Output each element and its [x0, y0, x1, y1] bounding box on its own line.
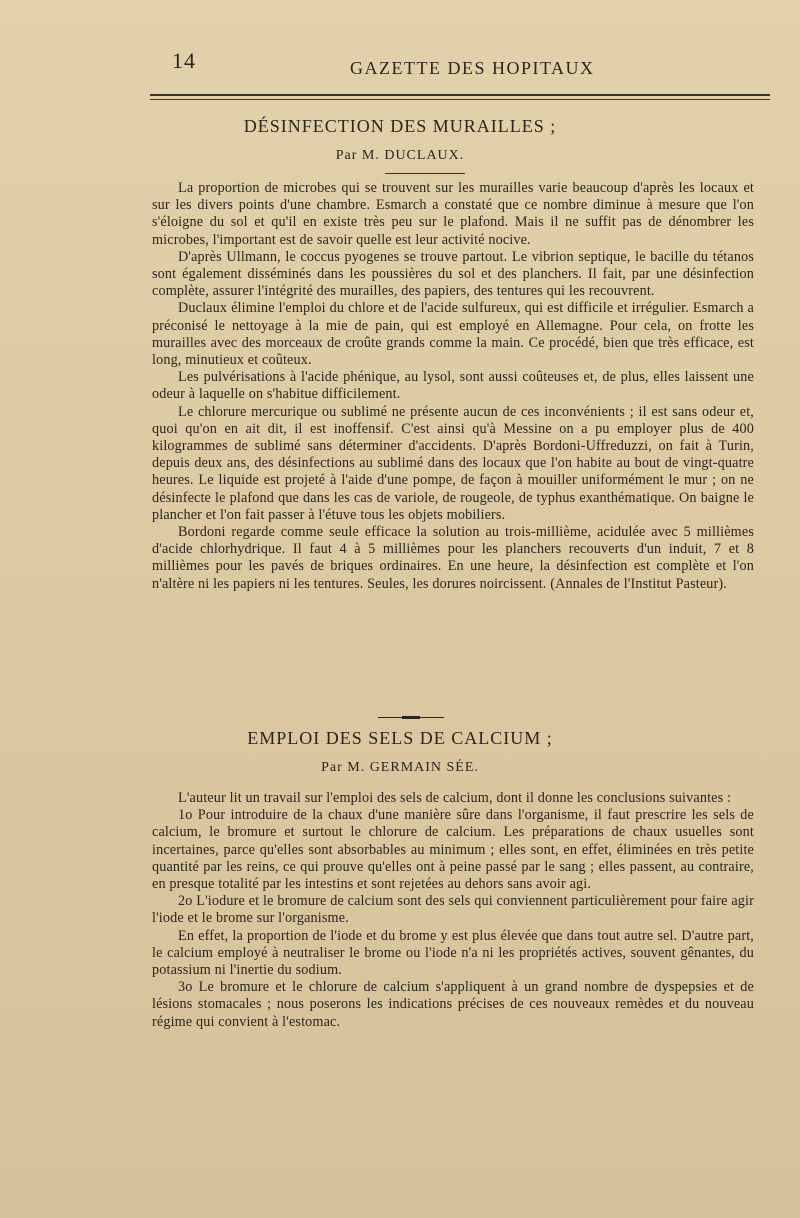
article-1-body [152, 180, 754, 593]
article-2-paragraph-4: En effet, la proportion de l'iode et du brome y est plus élevée que dans tout autre sel. D'autre part, le calcium employé à neutraliser le brome ou l'iode n'a ni les propriétés actives, souvent gênantes, du potassium ni l'inertie du sodium. [152, 927, 754, 979]
article-2-paragraph-5: 3o Le bromure et le chlorure de calcium s'appliquent à un grand nombre de dyspepsies et de lésions stomacales ; nous poserons les indications précises de ces nouveaux remèdes et du nouveau régime qui convient à l'estomac. [152, 979, 754, 1030]
article-1-paragraph-6: Bordoni regarde comme seule efficace la solution au trois-millième, acidulée avec 5 millièmes d'acide chlorhydrique. Il faut 4 à 5 millièmes pour les planchers recouverts d'un induit, 7 et 8 millièmes pour les pavés de briques ordinaires. En une heure, la désinfection est complète et l'on n'altère ni les papiers ni les tentures. Seules, les dorures noircissent. (Annales de l'Institut Pasteur). [152, 524, 754, 592]
article-2-title: EMPLOI DES SELS DE CALCIUM ; [247, 728, 553, 748]
article-1-paragraph-1: La proportion de microbes qui se trouvent sur les murailles varie beaucoup d'après les locaux et sur les divers points d'une chambre. Esmarch a constaté que ce nombre diminue à mesure que l'on s'éloigne du sol et qu'il en existe très peu sur le plafond. Mais il ne suffit pas de dénombrer les microbes, l'important est de savoir quelle est leur activité nocive. [152, 180, 754, 248]
article-2-byline: Par M. GERMAIN SÉE. [321, 760, 479, 775]
article-2-paragraph-2: 1o Pour introduire de la chaux d'une manière sûre dans l'organisme, il faut prescrire les sels de calcium, le bromure et surtout le chlorure de calcium. Les préparations de chaux usuelles sont incertaines, parce qu'elles sont absorbables au minimum ; elles sont, en effet, éliminées en très petite quantité par les reins, ce qui prouve qu'elles ont à peine passé par le sang ; elles passent, au contraire, en presque totalité par les intestins et sont rejetées au dehors sans avoir agi. [152, 807, 754, 893]
article-1-byline: Par M. DUCLAUX. [335, 148, 465, 163]
article-2-paragraph-1: L'auteur lit un travail sur l'emploi des sels de calcium, dont il donne les conclusions suivantes : [178, 790, 732, 806]
article-1-rule [385, 173, 465, 174]
header-rule-thin [150, 99, 770, 100]
article-2-body [152, 790, 754, 1031]
article-1-paragraph-3: Duclaux élimine l'emploi du chlore et de l'acide sulfureux, qui est difficile et irrégulier. Esmarch a préconisé le nettoyage à la mie de pain, qui est employé en Allemagne. Pour cela, on frotte les murailles avec des morceaux de croûte grands comme la main. Ce procédé, bien que très efficace, est long, minutieux et coûteux. [152, 300, 754, 369]
article-1-paragraph-4: Les pulvérisations à l'acide phénique, au lysol, sont aussi coûteuses et, de plus, elles laissent une odeur à laquelle on s'habitue difficilement. [152, 369, 754, 403]
article-1-title: DÉSINFECTION DES MURAILLES ; [243, 116, 557, 136]
article-1-paragraph-2: D'après Ullmann, le coccus pyogenes se trouve partout. Le vibrion septique, le bacille du tétanos sont également disséminés dans les poussières du sol et des planchers. Il fait, par une désinfection complète, assurer l'intégrité des murailles, des papiers, des tentures qui les recouvrent. [152, 248, 754, 300]
header-rule [150, 94, 770, 96]
article-2-paragraph-3: 2o L'iodure et le bromure de calcium sont des sels qui conviennent particulièrement pour faire agir l'iode et le brome sur l'organisme. [152, 893, 754, 927]
section-divider-ornament [378, 716, 444, 720]
running-title: GAZETTE DES HOPITAUX [350, 58, 595, 78]
page-number: 14 [172, 48, 196, 73]
article-1-paragraph-5: Le chlorure mercurique ou sublimé ne présente aucun de ces inconvénients ; il est sans odeur et, quoi qu'on en ait dit, il est inoffensif. C'est ainsi qu'à Messine on a pu employer plus de 400 kilogrammes de sublimé sans déterminer d'accidents. D'après Bordoni-Uffreduzzi, on fait à Turin, depuis deux ans, des désinfections au sublimé dans des locaux que l'on habite au bout de vingt-quatre heures. Le liquide est projeté à l'aide d'une pompe, de façon à mouiller uniformément le mur ; on ne désinfecte le plafond que dans les cas de variole, de rougeole, de typhus exanthématique. On baigne le plancher et l'on fait passer à l'étuve tous les objets mobiliers. [152, 403, 754, 523]
